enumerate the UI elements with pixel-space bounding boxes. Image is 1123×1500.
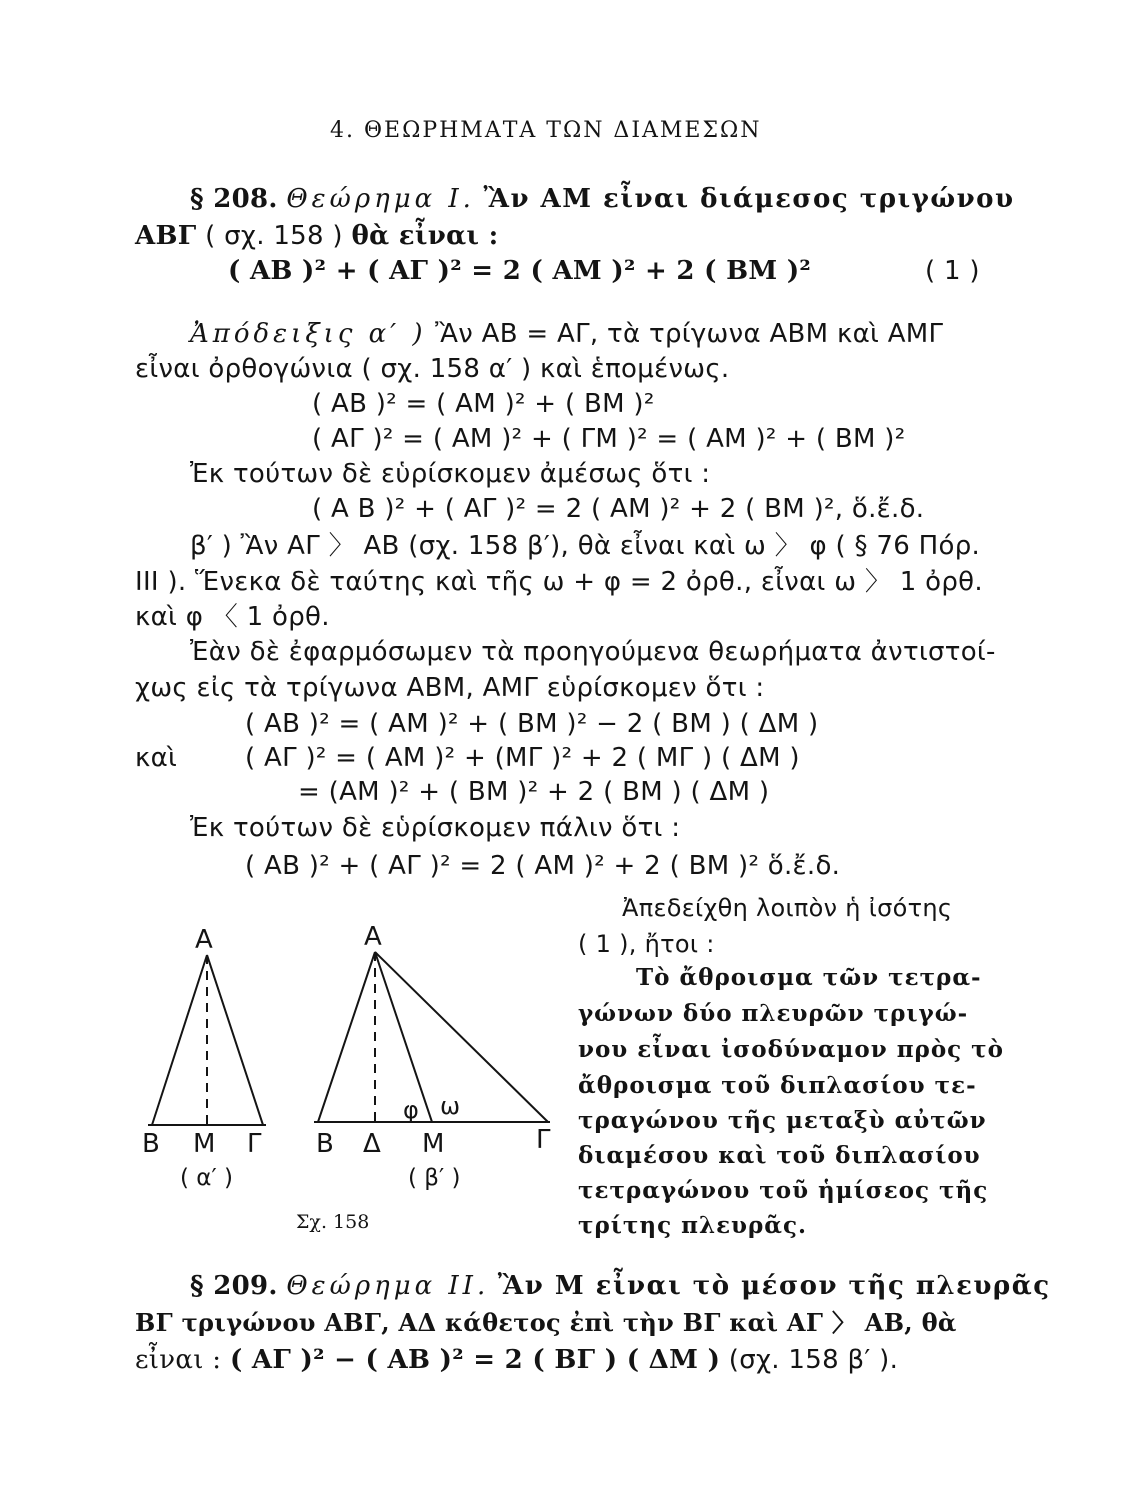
- theorem-208-number: § 208.: [190, 184, 278, 214]
- conclusion-bold-3: νου εἶναι ἰσοδύναμον πρὸς τὸ: [578, 1036, 1004, 1063]
- conclusion-bold-1: Τὸ ἄθροισμα τῶν τετρα-: [636, 964, 982, 991]
- figure-a-g-label: Γ: [247, 1129, 262, 1159]
- theorem-209-will-be: εἶναι :: [135, 1345, 222, 1375]
- conclusion-line-1: Ἀπεδείχθη λοιπὸν ἡ ἰσότης: [622, 894, 953, 922]
- theorem-208-figure-ref: ( σχ. 158 ): [205, 221, 343, 251]
- theorem-208-statement: Ἂν ΑΜ εἶναι διάμεσος τριγώνου: [483, 184, 1015, 214]
- proof-line-7: Ἐὰν δὲ ἐφαρμόσωμεν τὰ προηγούμενα θεωρήματα ἀντιστοί-: [190, 637, 996, 667]
- figure-b-g-label: Γ: [536, 1125, 551, 1155]
- figure-a-triangle: [148, 955, 266, 1125]
- proof-equation-1: ( ΑΒ )² = ( ΑΜ )² + ( ΒΜ )²: [312, 389, 655, 419]
- proof-equation-2: ( ΑΓ )² = ( ΑΜ )² + ( ΓΜ )² = ( ΑΜ )² + ( ΒΜ )²: [312, 424, 906, 454]
- figure-b-d-label: Δ: [363, 1129, 381, 1159]
- proof-line-9: Ἐκ τούτων δὲ εὑρίσκομεν πάλιν ὅτι :: [190, 813, 681, 843]
- proof-line-4: β′ ) Ἂν ΑΓ 〉 ΑΒ (σχ. 158 β′), θὰ εἶναι καὶ ω 〉 φ ( § 76 Πόρ.: [190, 531, 981, 561]
- figure-b-label: ( β′ ): [408, 1165, 461, 1191]
- proof-text-1: Ἂν ΑΒ = ΑΓ, τὰ τρίγωνα ΑΒΜ καὶ ΑΜΓ: [435, 319, 944, 349]
- theorem-208-formula: ( ΑΒ )² + ( ΑΓ )² = 2 ( ΑΜ )² + 2 ( ΒΜ )²: [228, 256, 812, 286]
- figure-a-label: ( α′ ): [180, 1165, 233, 1191]
- proof-line-3: Ἐκ τούτων δὲ εὑρίσκομεν ἀμέσως ὅτι :: [190, 459, 711, 489]
- theorem-209-title: Θεώρημα ΙΙ.: [286, 1271, 490, 1301]
- theorem-208-triangle: ΑΒΓ: [135, 221, 197, 251]
- proof-equation-5: ( ΑΓ )² = ( ΑΜ )² + (ΜΓ )² + 2 ( ΜΓ ) ( ΔΜ ): [245, 743, 800, 773]
- conclusion-bold-8: τρίτης πλευρᾶς.: [578, 1212, 808, 1239]
- conclusion-bold-4: ἄθροισμα τοῦ διπλασίου τε-: [578, 1072, 977, 1099]
- theorem-208-title: Θεώρημα Ι.: [286, 184, 475, 214]
- conclusion-line-2: ( 1 ), ἤτοι :: [578, 930, 715, 958]
- proof-equation-6: = (ΑΜ )² + ( ΒΜ )² + 2 ( ΒΜ ) ( ΔΜ ): [298, 777, 770, 807]
- theorem-209-line-2: ΒΓ τριγώνου ΑΒΓ, ΑΔ κάθετος ἐπὶ τὴν ΒΓ καὶ ΑΓ 〉 ΑΒ, θὰ: [135, 1308, 957, 1337]
- theorem-209-formula: ( ΑΓ )² − ( ΑΒ )² = 2 ( ΒΓ ) ( ΔΜ ): [229, 1345, 721, 1375]
- theorem-209-statement: Ἂν Μ εἶναι τὸ μέσον τῆς πλευρᾶς: [497, 1271, 1051, 1301]
- proof-line-8: χως εἰς τὰ τρίγωνα ΑΒΜ, ΑΜΓ εὑρίσκομεν ὅτι :: [135, 673, 765, 703]
- proof-kai: καὶ: [135, 743, 178, 773]
- proof-line-2: εἶναι ὀρθογώνια ( σχ. 158 α′ ) καὶ ἑπομένως.: [135, 354, 730, 384]
- theorem-209-figure-ref: (σχ. 158 β′ ).: [728, 1345, 899, 1375]
- proof-line-5: ΙΙΙ ). Ἕνεκα δὲ ταύτης καὶ τῆς ω + φ = 2 ὀρθ., εἶναι ω 〉 1 ὀρθ.: [135, 567, 983, 597]
- figure-caption: Σχ. 158: [296, 1211, 370, 1233]
- conclusion-bold-2: γώνων δύο πλευρῶν τριγώ-: [578, 1000, 969, 1027]
- proof-equation-4: ( ΑΒ )² = ( ΑΜ )² + ( ΒΜ )² − 2 ( ΒΜ ) ( ΔΜ ): [245, 709, 819, 739]
- figure-b-b-label: Β: [316, 1129, 334, 1159]
- section-heading: 4. ΘΕΩΡΗΜΑΤΑ ΤΩΝ ΔΙΑΜΕΣΩΝ: [330, 118, 762, 143]
- proof-equation-7: ( ΑΒ )² + ( ΑΓ )² = 2 ( ΑΜ )² + 2 ( ΒΜ )² ὅ.ἔ.δ.: [245, 851, 841, 881]
- figure-b-omega-label: ω: [440, 1092, 461, 1120]
- theorem-209-number: § 209.: [190, 1271, 278, 1301]
- conclusion-bold-5: τραγώνου τῆς μεταξὺ αὐτῶν: [578, 1107, 987, 1134]
- figure-b-phi-label: φ: [403, 1096, 419, 1124]
- proof-line-6: καὶ φ 〈 1 ὀρθ.: [135, 602, 330, 632]
- figure-a-b-label: Β: [142, 1129, 160, 1159]
- theorem-209-line-1: [190, 1270, 1051, 1302]
- figure-b-m-label: Μ: [422, 1129, 445, 1159]
- theorem-209-line-3: [135, 1344, 898, 1376]
- figure-a-apex-label: Α: [195, 925, 213, 955]
- figure-b-triangle: [314, 952, 550, 1122]
- proof-label: Ἀπόδειξις α′ ): [190, 319, 427, 349]
- theorem-208-formula-tag: ( 1 ): [925, 256, 980, 286]
- conclusion-bold-7: τετραγώνου τοῦ ἡμίσεος τῆς: [578, 1177, 989, 1204]
- conclusion-bold-6: διαμέσου καὶ τοῦ διπλασίου: [578, 1142, 981, 1169]
- figure-b-apex-label: Α: [364, 922, 382, 952]
- proof-equation-3: ( Α Β )² + ( ΑΓ )² = 2 ( ΑΜ )² + 2 ( ΒΜ )², ὅ.ἔ.δ.: [312, 494, 925, 524]
- figure-a-m-label: Μ: [193, 1129, 216, 1159]
- theorem-208-will-be: θὰ εἶναι :: [351, 221, 499, 251]
